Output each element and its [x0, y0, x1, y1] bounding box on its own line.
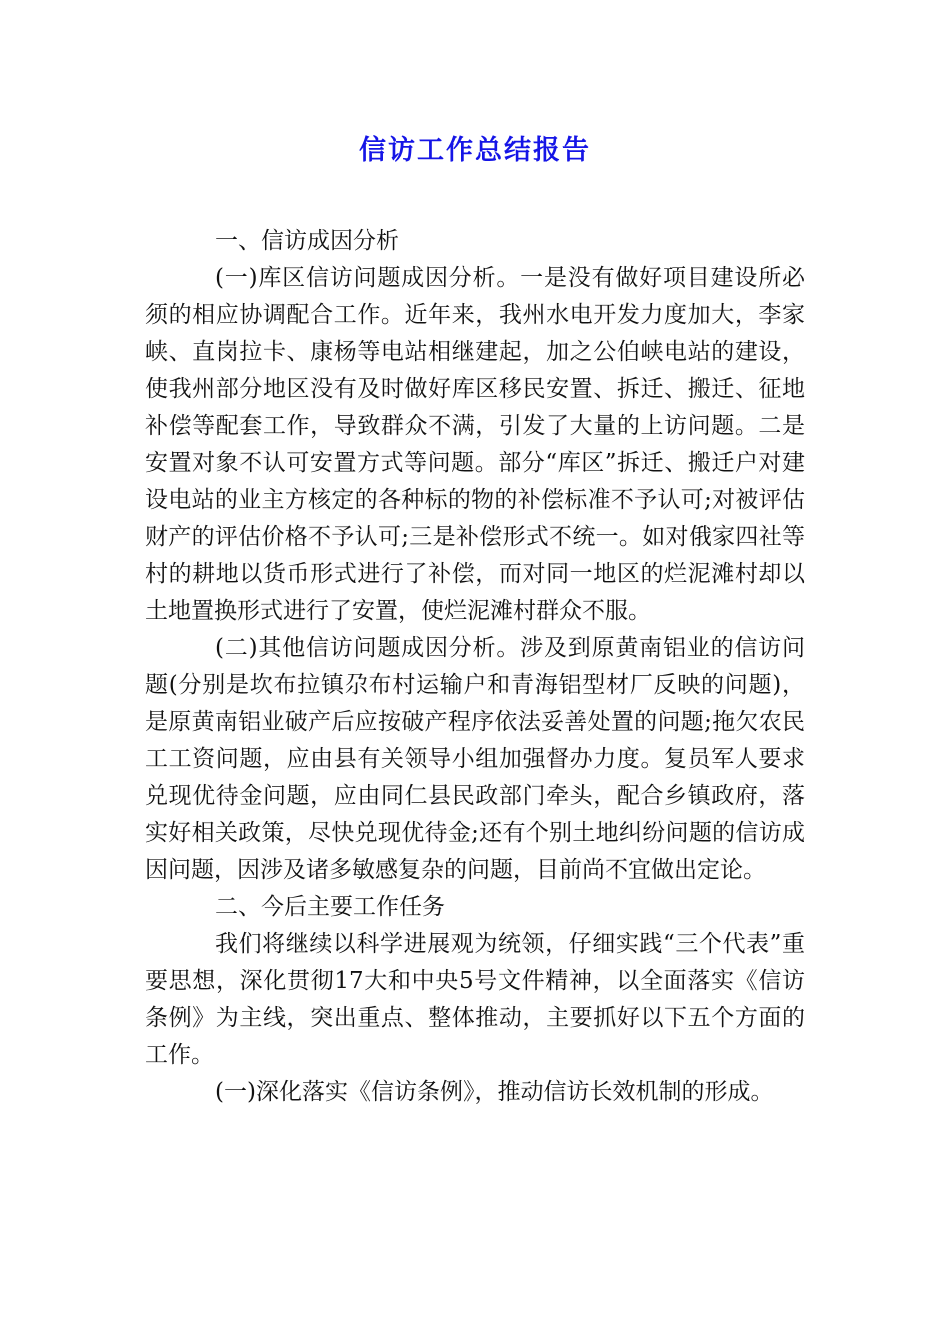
paragraph-future-tasks: 我们将继续以科学进展观为统领，仔细实践“三个代表”重要思想，深化贯彻17大和中央5号文件精神，以全面落实《信访条例》为主线，突出重点、整体推动，主要抓好以下五个方面的工作。 — [145, 931, 805, 1068]
document-body — [145, 223, 805, 1111]
section-heading-2: 二、今后主要工作任务 — [215, 894, 445, 920]
paragraph-other-analysis: (二)其他信访问题成因分析。涉及到原黄南铝业的信访问题(分别是坎布拉镇尕布村运输户和青海铝型材厂反映的问题)，是原黄南铝业破产后应按破产程序依法妥善处置的问题;拖欠农民工工资问题，应由县有关领导小组加强督办力度。复员军人要求兑现优待金问题，应由同仁县民政部门牵头，配合乡镇政府，落实好相关政策，尽快兑现优待金;还有个别土地纠纷问题的信访成因问题，因涉及诸多敏感复杂的问题，目前尚不宜做出定论。 — [145, 635, 805, 883]
section-heading-1: 一、信访成因分析 — [215, 228, 399, 254]
paragraph-reservoir-analysis: (一)库区信访问题成因分析。一是没有做好项目建设所必须的相应协调配合工作。近年来，我州水电开发力度加大，李家峡、直岗拉卡、康杨等电站相继建起，加之公伯峡电站的建设，使我州部分地区没有及时做好库区移民安置、拆迁、搬迁、征地补偿等配套工作，导致群众不满，引发了大量的上访问题。二是安置对象不认可安置方式等问题。部分“库区”拆迁、搬迁户对建设电站的业主方核定的各种标的物的补偿标准不予认可;对被评估财产的评估价格不予认可;三是补偿形式不统一。如对俄家四社等村的耕地以货币形式进行了补偿，而对同一地区的烂泥滩村却以土地置换形式进行了安置，使烂泥滩村群众不服。 — [145, 265, 805, 624]
document-title: 信访工作总结报告 — [359, 135, 591, 166]
paragraph-task-1: (一)深化落实《信访条例》，推动信访长效机制的形成。 — [215, 1079, 774, 1105]
